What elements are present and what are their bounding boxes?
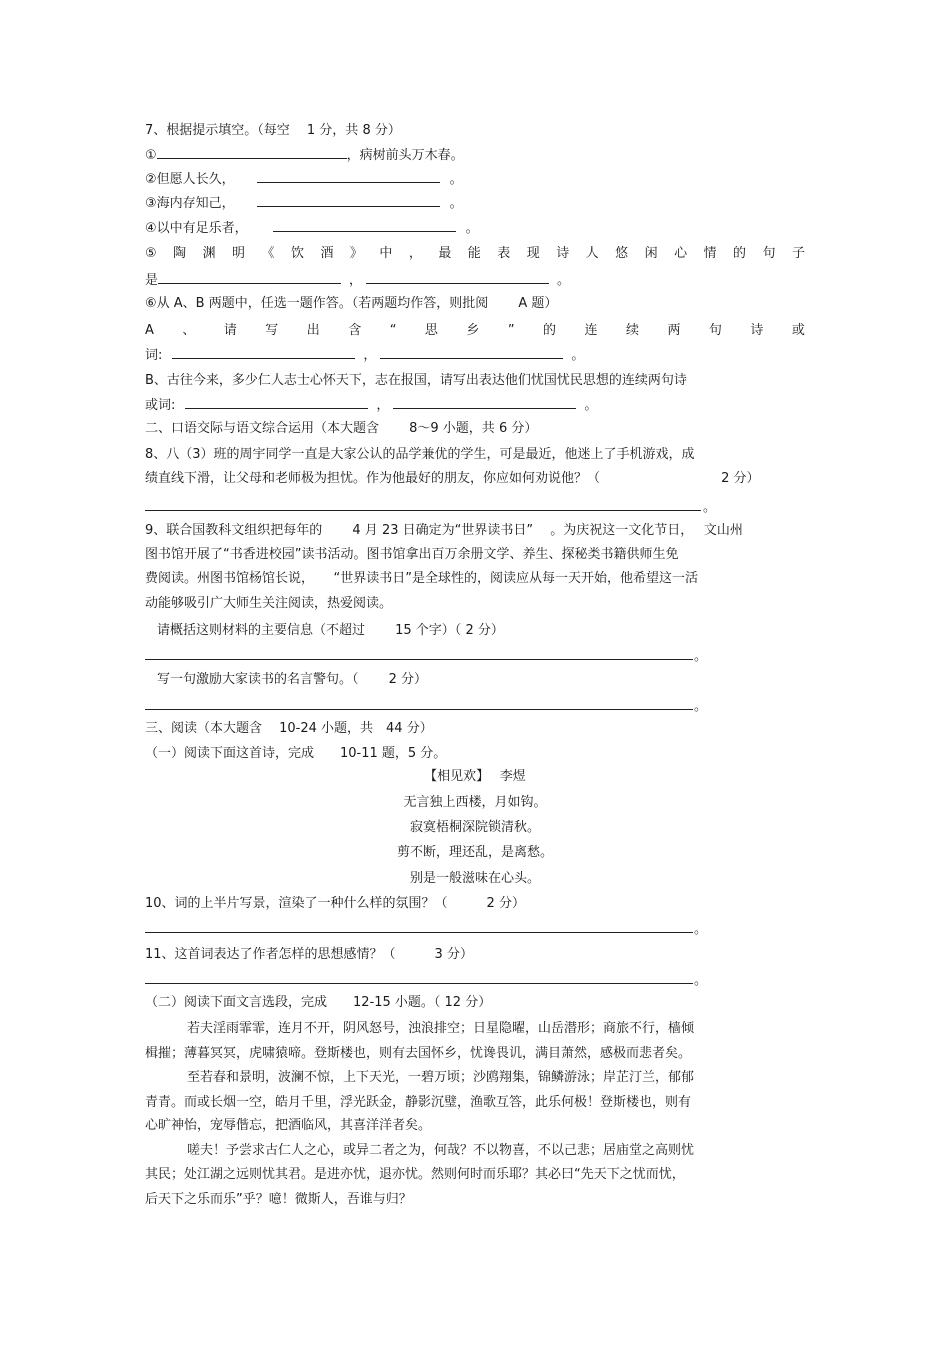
char: 的 — [733, 246, 747, 261]
q7-itemB-line2 — [145, 396, 597, 414]
period: 。 — [557, 273, 571, 288]
q9-line3: 费阅读。州图书馆杨馆长说， “世界读书日”是全球性的，阅读应从每一天开始，他希望这一活 — [145, 571, 698, 586]
char: 句 — [708, 323, 722, 338]
answer-line-q9-sub1[interactable] — [145, 659, 693, 660]
char: 句 — [762, 246, 776, 261]
period: 。 — [449, 196, 463, 211]
passage-p3-line2: 其民；处江湖之远则忧其君。是进亦忧，退亦忧。然则何时而乐耶？其必曰“先天下之忧而忧， — [145, 1167, 685, 1182]
q7-item1 — [145, 146, 464, 164]
char: 闲 — [644, 246, 658, 261]
q7-item5-cont — [145, 271, 570, 289]
q7-title: 7、根据提示填空。（每空 1 分，共 8 分） — [145, 123, 401, 138]
char: 续 — [625, 323, 639, 338]
part1-title: （一）阅读下面这首诗，完成 10-11 题，5 分。 — [145, 746, 447, 761]
q7-item1-suffix: ，病树前头万木春。 — [346, 148, 464, 163]
period: 。 — [694, 922, 708, 937]
char: 中 — [379, 246, 393, 261]
q9-line1: 9、联合国教科文组织把每年的 4 月 23 日确定为“世界读书日” 。为庆祝这一文化节日， 文山州 — [145, 523, 743, 538]
itemB-cont-label: 或词: — [145, 398, 176, 413]
poem-line-4: 别是一般滋味在心头。 — [409, 871, 540, 886]
q9-line4: 动能够吸引广大师生关注阅读，热爱阅读。 — [145, 596, 393, 611]
passage-p1-line1: 若夫淫雨霏霏，连月不开，阴风怒号，浊浪排空；日星隐曜，山岳潜形；商旅不行，樯倾 — [187, 1021, 695, 1036]
char: 最 — [438, 246, 452, 261]
char: 《 — [261, 246, 275, 261]
part2-title: （二）阅读下面文言选段，完成 12-15 小题。（ 12 分） — [145, 995, 492, 1010]
char: 情 — [703, 246, 717, 261]
period: 。 — [694, 973, 708, 988]
poem-title: 【相见欢】 李煜 — [424, 769, 526, 784]
q7-item3-label: ③海内存知己， — [145, 196, 235, 211]
char: ， — [408, 246, 422, 261]
section2-title: 二、口语交际与语文综合运用（本大题含 8～9 小题，共 6 分） — [145, 421, 538, 436]
fill-blank-3[interactable] — [257, 194, 440, 207]
poem-line-3: 剪不断，理还乱，是离愁。 — [396, 845, 553, 860]
char: A — [145, 323, 154, 338]
char: 明 — [232, 246, 246, 261]
q9-sub2: 写一句激励大家读书的名言警句。（ 2 分） — [157, 672, 428, 687]
answer-line-q11[interactable] — [145, 983, 693, 984]
comma: ， — [349, 273, 363, 288]
q7-item2 — [145, 170, 463, 188]
passage-p2-line1: 至若春和景明，波澜不惊，上下天光，一碧万顷；沙鸥翔集，锦鳞游泳；岸芷汀兰，郁郁 — [187, 1070, 695, 1085]
fill-blank-A2[interactable] — [380, 346, 563, 359]
answer-line-q9-sub2[interactable] — [145, 709, 693, 710]
q8-line2: 绩直线下滑，让父母和老师极为担忧。作为他最好的朋友，你应如何劝说他？（ 2 分） — [145, 471, 760, 486]
char: 能 — [467, 246, 481, 261]
char: 诗 — [556, 246, 570, 261]
passage-p2-line2: 青青。而或长烟一空，皓月千里，浮光跃金，静影沉璧，渔歌互答，此乐何极！登斯楼也，则有 — [145, 1095, 692, 1110]
char: 悠 — [615, 246, 629, 261]
passage-p2-line3: 心旷神怡，宠辱偕忘，把酒临风，其喜洋洋者矣。 — [145, 1118, 432, 1133]
q7-itemA-line — [145, 322, 805, 339]
char: 含 — [348, 323, 362, 338]
q7-itemB-line1: B、古往今来，多少仁人志士心怀天下，志在报国，请写出表达他们忧国忧民思想的连续两句诗 — [145, 373, 687, 388]
char: “ — [389, 323, 397, 338]
char: 》 — [349, 246, 363, 261]
passage-p1-line2: 楫摧；薄暮冥冥，虎啸猿啼。登斯楼也，则有去国怀乡，忧谗畏讥，满目萧然，感极而悲者矣。 — [145, 1046, 692, 1061]
poem-line-2: 寂寞梧桐深院锁清秋。 — [409, 820, 540, 835]
q7-item4 — [145, 219, 479, 237]
char: 酒 — [320, 246, 334, 261]
q10: 10、词的上半片写景，渲染了一种什么样的氛围？（ 2 分） — [145, 896, 525, 911]
char: 表 — [497, 246, 511, 261]
char: 请 — [223, 323, 237, 338]
q7-item4-label: ④以中有足乐者， — [145, 221, 248, 236]
period: 。 — [584, 398, 598, 413]
period: 。 — [465, 221, 479, 236]
q9-line2: 图书馆开展了“书香进校园”读书活动。图书馆拿出百万余册文学、养生、探秘类书籍供师生免 — [145, 547, 679, 562]
item5-cont-label: 是 — [145, 273, 159, 288]
fill-blank-1[interactable] — [157, 146, 347, 159]
char: 思 — [424, 323, 438, 338]
char: 出 — [306, 323, 320, 338]
period: 。 — [694, 649, 708, 664]
poem-line-1: 无言独上西楼，月如钩。 — [403, 795, 547, 810]
answer-line-q8[interactable] — [145, 510, 701, 511]
char: 现 — [526, 246, 540, 261]
itemA-cont-label: 词: — [145, 348, 163, 363]
q8-line1: 8、八（3）班的周宇同学一直是大家公认的品学兼优的学生，可是最近，他迷上了手机游戏，成 — [145, 447, 695, 462]
fill-blank-5b[interactable] — [366, 271, 549, 284]
period: 。 — [703, 500, 717, 515]
period: 。 — [571, 348, 585, 363]
comma: ， — [363, 348, 377, 363]
passage-p3-line1: 嗟夫！予尝求古仁人之心，或异二者之为，何哉？不以物喜，不以己悲；居庙堂之高则忧 — [187, 1143, 695, 1158]
char: 乡 — [466, 323, 480, 338]
char: 两 — [667, 323, 681, 338]
q9-sub1: 请概括这则材料的主要信息（不超过 15 个字）（ 2 分） — [157, 623, 504, 638]
char: 的 — [543, 323, 557, 338]
char: 连 — [584, 323, 598, 338]
char: 渊 — [202, 246, 216, 261]
char: 写 — [265, 323, 279, 338]
char: 子 — [791, 246, 805, 261]
char: 、 — [182, 323, 196, 338]
q7-item2-label: ②但愿人长久， — [145, 172, 235, 187]
fill-blank-B2[interactable] — [393, 396, 576, 409]
char: 陶 — [173, 246, 187, 261]
section3-title: 三、阅读（本大题含 10-24 小题，共 44 分） — [145, 721, 433, 736]
answer-line-q10[interactable] — [145, 932, 693, 933]
q11: 11、这首词表达了作者怎样的思想感情？（ 3 分） — [145, 947, 473, 962]
period: 。 — [449, 172, 463, 187]
period: 。 — [694, 699, 708, 714]
fill-blank-5a[interactable] — [158, 271, 341, 284]
fill-blank-4[interactable] — [273, 219, 456, 232]
fill-blank-B1[interactable] — [185, 396, 368, 409]
passage-p3-line3: 后天下之乐而乐”乎？噫！微斯人，吾谁与归？ — [145, 1192, 412, 1207]
q7-item5-line — [145, 245, 805, 262]
char: 人 — [585, 246, 599, 261]
char: ⑤ — [145, 246, 157, 261]
q7-itemA-cont — [145, 346, 584, 364]
q7-item1-prefix: ① — [145, 148, 157, 163]
comma: ， — [376, 398, 390, 413]
q7-item6: ⑥从 A、B 两题中，任选一题作答。（若两题均作答，则批阅 A 题） — [145, 296, 558, 311]
fill-blank-2[interactable] — [257, 170, 440, 183]
fill-blank-A1[interactable] — [172, 346, 355, 359]
char: 诗 — [750, 323, 764, 338]
char: 或 — [791, 323, 805, 338]
char: 饮 — [290, 246, 304, 261]
char: ” — [507, 323, 515, 338]
q7-item3 — [145, 194, 463, 212]
char: 心 — [674, 246, 688, 261]
